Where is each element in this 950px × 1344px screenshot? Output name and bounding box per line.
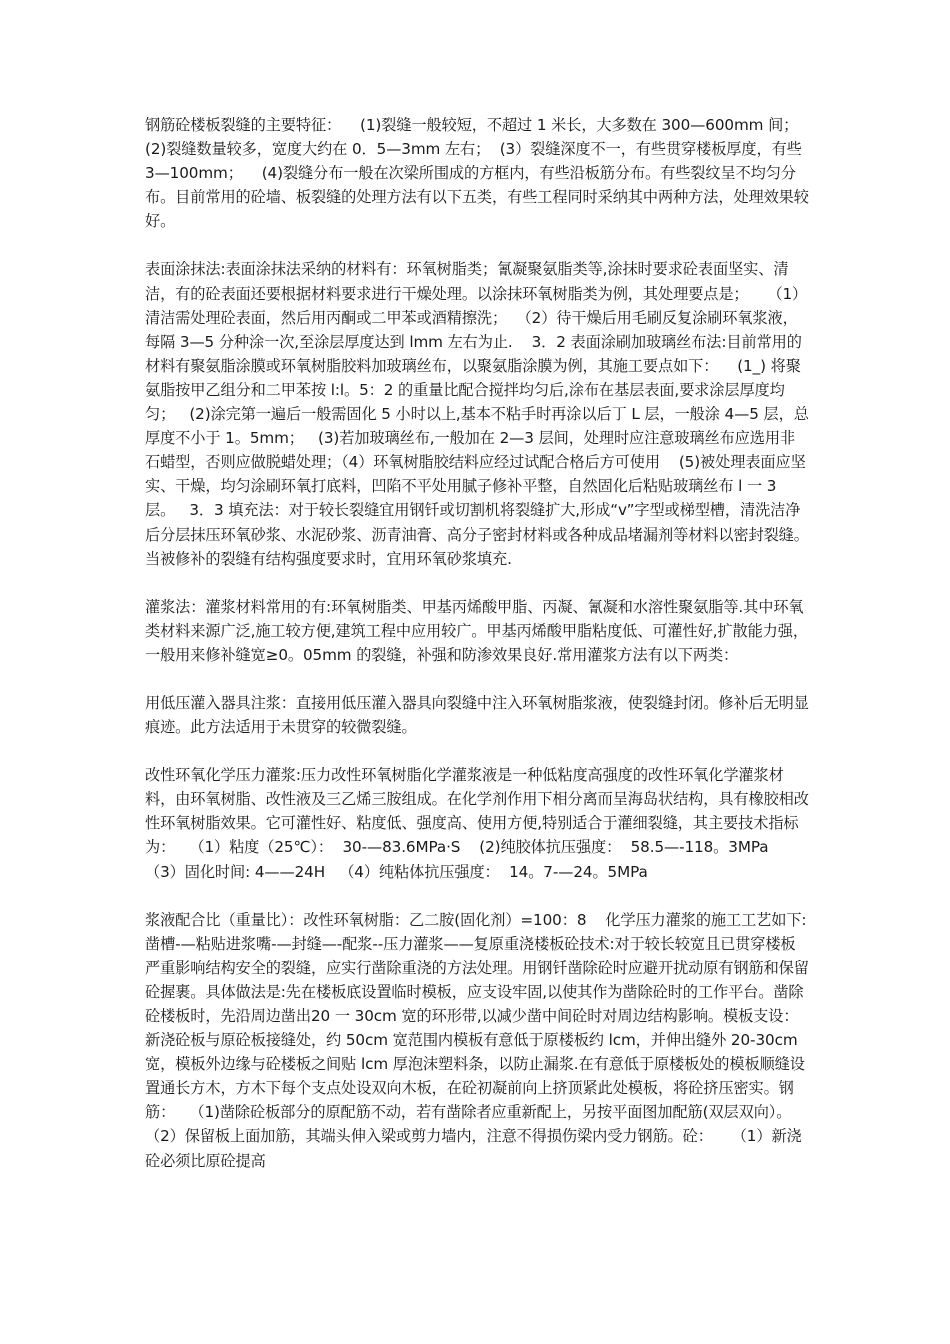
paragraph-surface-coating: 表面涂抹法:表面涂抹法采纳的材料有：环氧树脂类；氰凝聚氨脂类等,涂抹时要求砼表面坚实、清洁，有的砼表面还要根据材料要求进行干燥处理。以涂抹环氧树脂类为例，其处理要点是； （1）清洁需处理砼表面，然后用丙酮或二甲苯或酒精擦洗； （2）待干燥后用毛刷反复涂刷环氧浆液，每隔 3—5 分种涂一次,至涂层厚度达到 lmm 左右为止. 3．2 表面涂刷加玻璃丝布法:目前常用的材料有聚氨脂涂膜或环氧树脂胶料加玻璃丝布，以聚氨脂涂膜为例，其施工要点如下： (1_) 将聚氨脂按甲乙组分和二甲苯按 l:l。5：2 的重量比配合搅拌均匀后,涂布在基层表面,要求涂层厚度均匀； (2)涂完第一遍后一般需固化 5 小时以上,基本不粘手时再涂以后丁 L 层，一般涂 4—5 层，总厚度不小于 1。5mm； (3)若加玻璃丝布,一般加在 2—3 层间，处理时应注意玻璃丝布应选用非石蜡型，否则应做脱蜡处理；（4）环氧树脂胶结料应经过试配合格后方可使用 (5)被处理表面应坚实、干燥，均匀涂刷环氧打底料，凹陷不平处用腻子修补平整，自然固化后粘贴玻璃丝布 l 一 3 层。 3．3 填充法：对于较长裂缝宜用钢钎或切割机将裂缝扩大,形成“v”字型或梯型槽，清洗洁净后分层抹压环氧砂浆、水泥砂浆、沥青油膏、高分子密封材料或各种成品堵漏剂等材料以密封裂缝。当被修补的裂缝有结构强度要求时，宜用环氧砂浆填充. xyxy=(145,260,809,568)
paragraph-modified-epoxy-grouting: 改性环氧化学压力灌浆:压力改性环氧树脂化学灌浆液是一种低粘度高强度的改性环氧化学灌浆材料，由环氧树脂、改性液及三乙烯三胺组成。在化学剂作用下相分离而呈海岛状结构，具有橡胶相改性环氧树脂效果。它可灌性好、粘度低、强度高、使用方便,特别适合于灌细裂缝，其主要技术指标为： （1）粘度（25℃）： 30-—83.6MPa·S (2)纯胶体抗压强度： 58.5—-118。3MPa （3）固化时间: 4——24H （4）纯粘体抗压强度： 14。7-—24。5MPa xyxy=(145,766,809,881)
paragraph-crack-features: 钢筋砼楼板裂缝的主要特征： (1)裂缝一般较短，不超过 1 米长，大多数在 300—600mm 间； (2)裂缝数量较多，宽度大约在 0．5—3mm 左右； (3）裂缝深度不一，有些贯穿楼板厚度，有些 3—100mm； (4)裂缝分布一般在次梁所围成的方框内，有些沿板筋分布。有些裂纹呈不均匀分布。目前常用的砼墙、板裂缝的处理方法有以下五类，有些工程同时采纳其中两种方法，处理效果较好。 xyxy=(145,116,818,231)
paragraph-mix-ratio-and-rebuild: 浆液配合比（重量比）：改性环氧树脂：乙二胺(固化剂）=100：8 化学压力灌浆的施工工艺如下:凿槽-—粘贴进浆嘴-—封缝—-配浆--压力灌浆——复原重浇楼板砼技术:对于较长较宽且已贯穿楼板严重影响结构安全的裂缝，应实行凿除重浇的方法处理。用钢钎凿除砼时应避开扰动原有钢筋和保留砼握裹。具体做法是:先在楼板底设置临时模板，应支设牢固,以使其作为凿除砼时的工作平台。凿除砼楼板时，先沿周边凿出20 一 30cm 宽的环形带,以减少凿中间砼时对周边结构影响。模板支设：新浇砼板与原砼板接缝处，约 50cm 宽范围内模板有意低于原楼板约 lcm，并伸出缝外 20-30cm 宽，模板外边缘与砼楼板之间贴 lcm 厚泡沫塑料条，以防止漏浆.在有意低于原楼板处的模板顺缝设置通长方木，方木下每个支点处设双向木板，在砼初凝前向上挤顶紧此处模板，将砼挤压密实。钢筋： （1)凿除砼板部分的原配筋不动，若有凿除者应重新配上，另按平面图加配筋(双层双向）。 （2）保留板上面加筋，其端头伸入梁或剪力墙内，注意不得损伤梁内受力钢筋。砼： （1）新浇砼必须比原砼提高 xyxy=(145,910,811,1170)
paragraph-grouting: 灌浆法：灌浆材料常用的有:环氧树脂类、甲基丙烯酸甲脂、丙凝、氰凝和水溶性聚氨脂等.其中环氧类材料来源广泛,施工较方便,建筑工程中应用较广。甲基丙烯酸甲脂粘度低、可灌性好,扩散能力强，一般用来修补缝宽≥0。05mm 的裂缝，补强和防渗效果良好.常用灌浆方法有以下两类： xyxy=(145,597,808,664)
paragraph-low-pressure-injection: 用低压灌入器具注浆：直接用低压灌入器具向裂缝中注入环氧树脂浆液，使裂缝封闭。修补后无明显痕迹。此方法适用于未贯穿的较微裂缝。 xyxy=(145,693,809,737)
document-body xyxy=(145,113,818,1197)
